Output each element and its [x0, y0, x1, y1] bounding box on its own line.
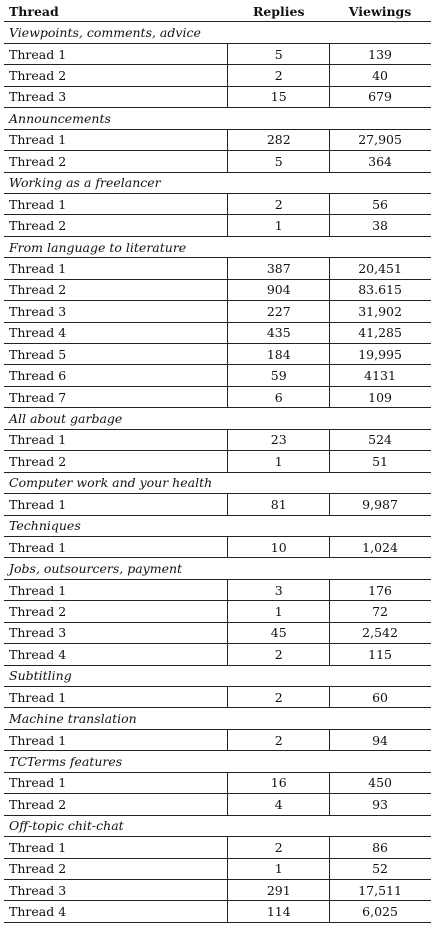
- replies-cell: 15: [228, 86, 330, 107]
- thread-cell: Thread 2: [5, 794, 228, 815]
- table-row: [5, 729, 431, 750]
- replies-cell: 227: [228, 301, 330, 322]
- section-header-row: [5, 172, 431, 193]
- section-header-row: [5, 751, 431, 772]
- thread-cell: Thread 2: [5, 279, 228, 300]
- table-body: [5, 22, 431, 922]
- table-row: [5, 601, 431, 622]
- viewings-cell: 6,025: [330, 901, 431, 922]
- table-row: [5, 193, 431, 214]
- thread-cell: Thread 1: [5, 772, 228, 793]
- replies-cell: 282: [228, 129, 330, 150]
- replies-cell: 5: [228, 43, 330, 64]
- viewings-cell: 38: [330, 215, 431, 236]
- thread-cell: Thread 1: [5, 687, 228, 708]
- viewings-cell: 86: [330, 837, 431, 858]
- thread-cell: Thread 3: [5, 301, 228, 322]
- viewings-cell: 93: [330, 794, 431, 815]
- viewings-cell: 109: [330, 386, 431, 407]
- replies-cell: 2: [228, 644, 330, 665]
- replies-cell: 2: [228, 687, 330, 708]
- replies-cell: 45: [228, 622, 330, 643]
- viewings-cell: 524: [330, 429, 431, 450]
- section-title: TCTerms features: [5, 751, 431, 772]
- replies-cell: 2: [228, 193, 330, 214]
- viewings-column-header: Viewings: [330, 1, 431, 22]
- section-title: Viewpoints, comments, advice: [5, 22, 431, 43]
- thread-cell: Thread 1: [5, 193, 228, 214]
- replies-cell: 1: [228, 601, 330, 622]
- thread-cell: Thread 2: [5, 601, 228, 622]
- section-title: Jobs, outsourcers, payment: [5, 558, 431, 579]
- replies-cell: 23: [228, 429, 330, 450]
- section-header-row: [5, 472, 431, 493]
- thread-cell: Thread 4: [5, 901, 228, 922]
- viewings-cell: 115: [330, 644, 431, 665]
- replies-cell: 184: [228, 344, 330, 365]
- section-title: Computer work and your health: [5, 472, 431, 493]
- section-header-row: [5, 108, 431, 129]
- table-row: [5, 536, 431, 557]
- table-row: [5, 622, 431, 643]
- thread-cell: Thread 3: [5, 86, 228, 107]
- section-header-row: [5, 708, 431, 729]
- thread-cell: Thread 6: [5, 365, 228, 386]
- viewings-cell: 83.615: [330, 279, 431, 300]
- section-title: Working as a freelancer: [5, 172, 431, 193]
- viewings-cell: 27,905: [330, 129, 431, 150]
- thread-column-header: Thread: [5, 1, 228, 22]
- viewings-cell: 56: [330, 193, 431, 214]
- table-row: [5, 322, 431, 343]
- thread-cell: Thread 3: [5, 879, 228, 900]
- viewings-cell: 9,987: [330, 494, 431, 515]
- thread-cell: Thread 7: [5, 386, 228, 407]
- viewings-cell: 31,902: [330, 301, 431, 322]
- table-row: [5, 43, 431, 64]
- thread-cell: Thread 1: [5, 536, 228, 557]
- section-title: Machine translation: [5, 708, 431, 729]
- table-row: [5, 344, 431, 365]
- replies-cell: 291: [228, 879, 330, 900]
- table-row: [5, 579, 431, 600]
- section-header-row: [5, 515, 431, 536]
- section-header-row: [5, 558, 431, 579]
- thread-cell: Thread 1: [5, 129, 228, 150]
- replies-cell: 81: [228, 494, 330, 515]
- table-row: [5, 429, 431, 450]
- section-title: From language to literature: [5, 236, 431, 257]
- table-row: [5, 772, 431, 793]
- thread-cell: Thread 5: [5, 344, 228, 365]
- thread-cell: Thread 1: [5, 579, 228, 600]
- table-row: [5, 644, 431, 665]
- viewings-cell: 94: [330, 729, 431, 750]
- replies-cell: 5: [228, 151, 330, 172]
- viewings-cell: 679: [330, 86, 431, 107]
- viewings-cell: 4131: [330, 365, 431, 386]
- replies-cell: 1: [228, 451, 330, 472]
- viewings-cell: 52: [330, 858, 431, 879]
- replies-cell: 2: [228, 837, 330, 858]
- viewings-cell: 450: [330, 772, 431, 793]
- thread-cell: Thread 1: [5, 43, 228, 64]
- viewings-cell: 51: [330, 451, 431, 472]
- section-header-row: [5, 22, 431, 43]
- table-row: [5, 151, 431, 172]
- replies-cell: 2: [228, 729, 330, 750]
- replies-cell: 3: [228, 579, 330, 600]
- section-title: Subtitling: [5, 665, 431, 686]
- section-title: Announcements: [5, 108, 431, 129]
- viewings-cell: 72: [330, 601, 431, 622]
- section-header-row: [5, 236, 431, 257]
- table-row: [5, 65, 431, 86]
- replies-cell: 6: [228, 386, 330, 407]
- thread-cell: Thread 1: [5, 429, 228, 450]
- thread-cell: Thread 3: [5, 622, 228, 643]
- replies-cell: 10: [228, 536, 330, 557]
- replies-column-header: Replies: [228, 1, 330, 22]
- viewings-cell: 20,451: [330, 258, 431, 279]
- table-row: [5, 258, 431, 279]
- thread-cell: Thread 1: [5, 494, 228, 515]
- table-row: [5, 301, 431, 322]
- thread-cell: Thread 2: [5, 451, 228, 472]
- table-row: [5, 837, 431, 858]
- replies-cell: 387: [228, 258, 330, 279]
- thread-cell: Thread 1: [5, 258, 228, 279]
- thread-cell: Thread 2: [5, 858, 228, 879]
- thread-cell: Thread 1: [5, 729, 228, 750]
- thread-cell: Thread 2: [5, 151, 228, 172]
- replies-cell: 1: [228, 215, 330, 236]
- table-row: [5, 365, 431, 386]
- table-row: [5, 386, 431, 407]
- section-title: Techniques: [5, 515, 431, 536]
- viewings-cell: 19,995: [330, 344, 431, 365]
- replies-cell: 2: [228, 65, 330, 86]
- section-title: All about garbage: [5, 408, 431, 429]
- table-row: [5, 86, 431, 107]
- table-row: [5, 687, 431, 708]
- replies-cell: 4: [228, 794, 330, 815]
- section-header-row: [5, 665, 431, 686]
- table-row: [5, 879, 431, 900]
- section-header-row: [5, 815, 431, 836]
- thread-cell: Thread 4: [5, 644, 228, 665]
- viewings-cell: 40: [330, 65, 431, 86]
- replies-cell: 435: [228, 322, 330, 343]
- replies-cell: 114: [228, 901, 330, 922]
- table-row: [5, 451, 431, 472]
- table-row: [5, 279, 431, 300]
- table-row: [5, 215, 431, 236]
- table-row: [5, 129, 431, 150]
- viewings-cell: 41,285: [330, 322, 431, 343]
- table-header-row: [5, 1, 431, 22]
- viewings-cell: 364: [330, 151, 431, 172]
- viewings-cell: 17,511: [330, 879, 431, 900]
- thread-cell: Thread 1: [5, 837, 228, 858]
- table-row: [5, 858, 431, 879]
- forum-threads-table: [4, 0, 431, 923]
- table-row: [5, 794, 431, 815]
- viewings-cell: 1,024: [330, 536, 431, 557]
- replies-cell: 904: [228, 279, 330, 300]
- replies-cell: 1: [228, 858, 330, 879]
- viewings-cell: 60: [330, 687, 431, 708]
- viewings-cell: 2,542: [330, 622, 431, 643]
- table-row: [5, 901, 431, 922]
- section-title: Off-topic chit-chat: [5, 815, 431, 836]
- thread-cell: Thread 4: [5, 322, 228, 343]
- viewings-cell: 176: [330, 579, 431, 600]
- section-header-row: [5, 408, 431, 429]
- replies-cell: 16: [228, 772, 330, 793]
- table-row: [5, 494, 431, 515]
- thread-cell: Thread 2: [5, 215, 228, 236]
- viewings-cell: 139: [330, 43, 431, 64]
- replies-cell: 59: [228, 365, 330, 386]
- thread-cell: Thread 2: [5, 65, 228, 86]
